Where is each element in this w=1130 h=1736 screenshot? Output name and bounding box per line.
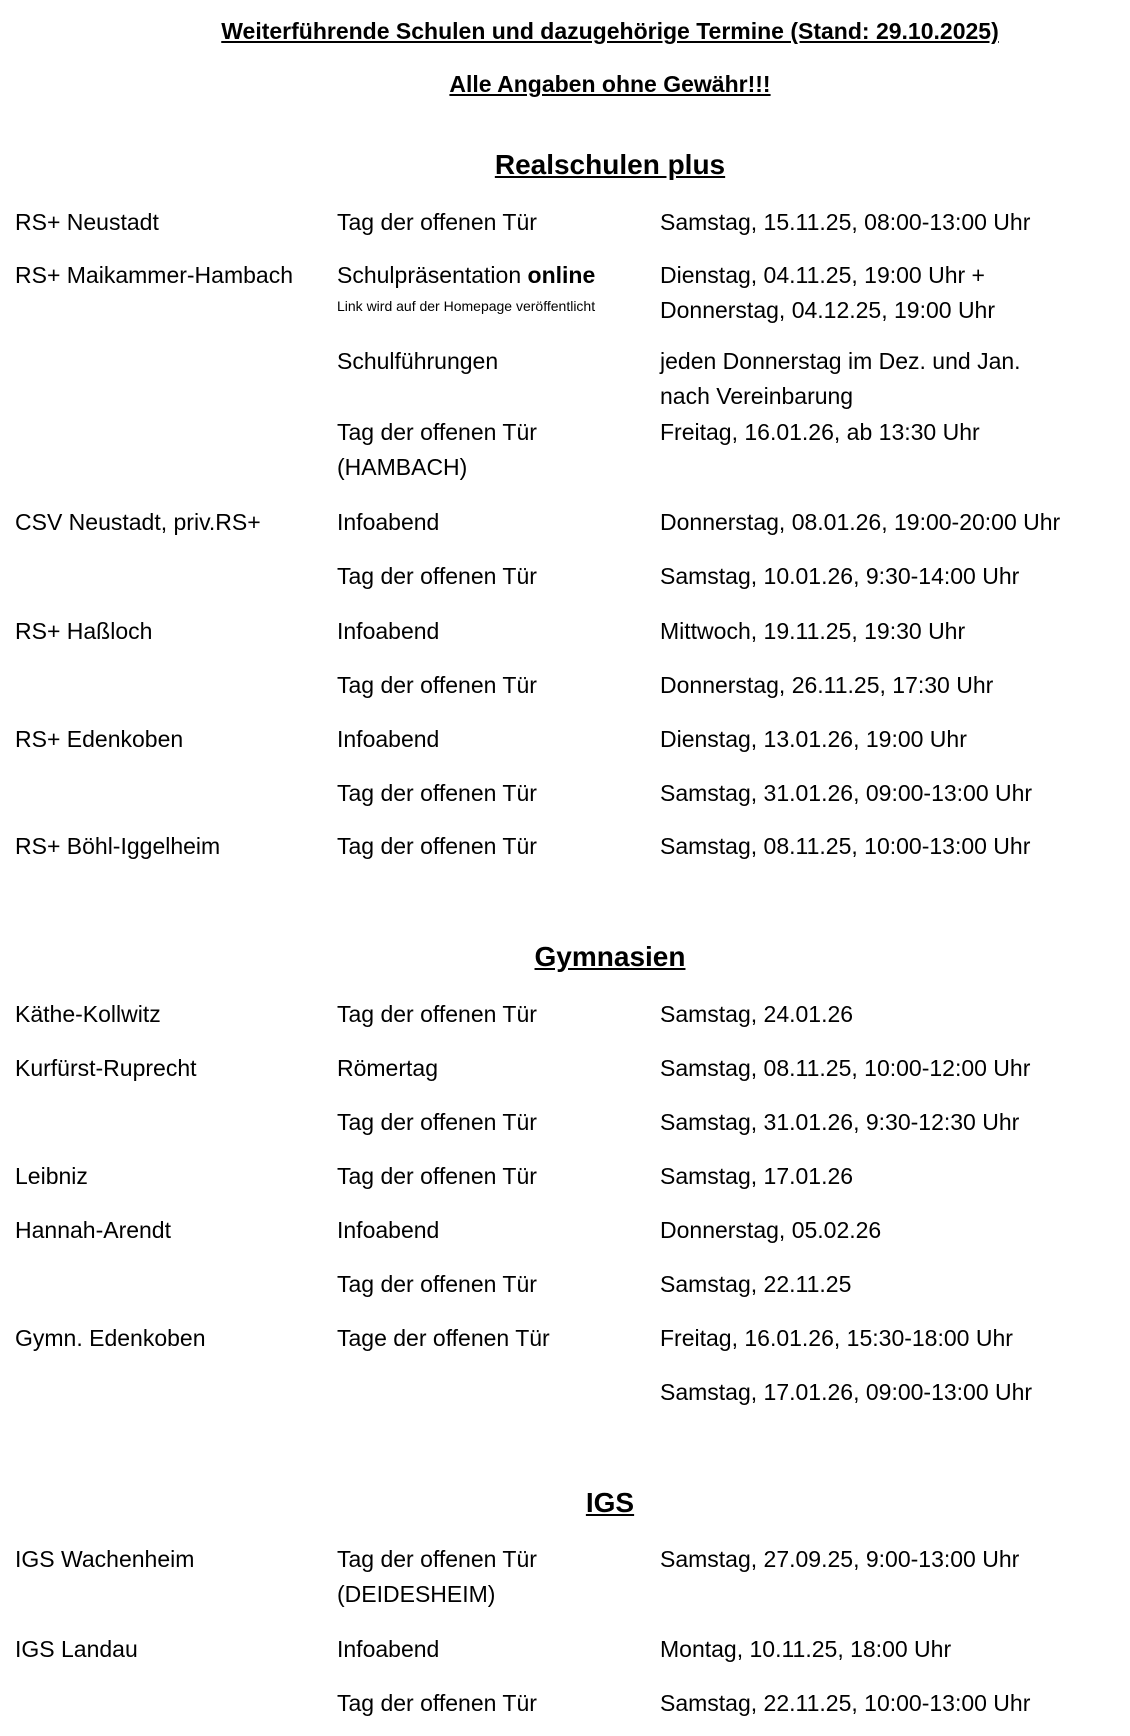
school-name: RS+ Haßloch	[15, 618, 153, 644]
event-type-text: Schulpräsentation	[337, 262, 522, 288]
event-type-line: Tag der offenen Tür	[337, 1546, 537, 1572]
school-name: RS+ Maikammer-Hambach	[15, 262, 293, 288]
event-type: Infoabend	[337, 1217, 440, 1243]
school-name: Leibniz	[15, 1163, 88, 1189]
event-type	[337, 258, 655, 317]
event-type: Tag der offenen Tür	[337, 1271, 537, 1297]
event-date: Freitag, 16.01.26, 15:30-18:00 Uhr	[660, 1325, 1013, 1351]
event-date: Mittwoch, 19.11.25, 19:30 Uhr	[660, 618, 966, 644]
school-name: RS+ Neustadt	[15, 209, 159, 235]
event-type: Tage der offenen Tür	[337, 1325, 550, 1351]
event-date: Montag, 10.11.25, 18:00 Uhr	[660, 1636, 952, 1662]
event-type	[337, 415, 655, 485]
event-type: Tag der offenen Tür	[337, 1001, 537, 1027]
event-type-line: Tag der offenen Tür	[337, 419, 537, 445]
school-name: Käthe-Kollwitz	[15, 1001, 161, 1027]
event-type	[337, 1542, 655, 1612]
event-type: Tag der offenen Tür	[337, 672, 537, 698]
event-date: Samstag, 24.01.26	[660, 1001, 854, 1027]
event-date: Samstag, 31.01.26, 09:00-13:00 Uhr	[660, 780, 1033, 806]
event-type: Tag der offenen Tür	[337, 1109, 537, 1135]
event-type: Schulführungen	[337, 348, 499, 374]
event-type: Infoabend	[337, 509, 440, 535]
event-type-line: (HAMBACH)	[337, 454, 468, 480]
event-date: Samstag, 10.01.26, 9:30-14:00 Uhr	[660, 563, 1020, 589]
school-name: IGS Wachenheim	[15, 1546, 195, 1572]
event-date-line: nach Vereinbarung	[660, 383, 854, 409]
event-date: Samstag, 22.11.25, 10:00-13:00 Uhr	[660, 1690, 1031, 1716]
school-name: Gymn. Edenkoben	[15, 1325, 206, 1351]
section-heading-realschulen: Realschulen plus	[494, 149, 726, 180]
event-date: Samstag, 22.11.25	[660, 1271, 852, 1297]
school-name: IGS Landau	[15, 1636, 138, 1662]
school-name: RS+ Böhl-Iggelheim	[15, 833, 221, 859]
event-date: Dienstag, 13.01.26, 19:00 Uhr	[660, 726, 967, 752]
event-date: Donnerstag, 26.11.25, 17:30 Uhr	[660, 672, 994, 698]
section-heading-gymnasien: Gymnasien	[534, 941, 686, 972]
event-date: Samstag, 08.11.25, 10:00-12:00 Uhr	[660, 1055, 1031, 1081]
event-date-line: jeden Donnerstag im Dez. und Jan.	[660, 348, 1021, 374]
event-date: Samstag, 27.09.25, 9:00-13:00 Uhr	[660, 1546, 1020, 1572]
school-name: Hannah-Arendt	[15, 1217, 171, 1243]
event-note: Link wird auf der Homepage veröffentlicht	[337, 298, 596, 314]
event-type: Infoabend	[337, 1636, 440, 1662]
event-type: Römertag	[337, 1055, 438, 1081]
event-date: Samstag, 17.01.26	[660, 1163, 854, 1189]
event-date: Donnerstag, 05.02.26	[660, 1217, 882, 1243]
event-date-line: Donnerstag, 04.12.25, 19:00 Uhr	[660, 297, 996, 323]
school-name: RS+ Edenkoben	[15, 726, 184, 752]
event-type: Tag der offenen Tür	[337, 833, 537, 859]
section-heading-igs: IGS	[585, 1487, 635, 1518]
event-date: Samstag, 08.11.25, 10:00-13:00 Uhr	[660, 833, 1031, 859]
disclaimer: Alle Angaben ohne Gewähr!!!	[449, 71, 771, 97]
event-type-online: online	[527, 262, 596, 288]
event-date: Freitag, 16.01.26, ab 13:30 Uhr	[660, 419, 980, 445]
event-type: Tag der offenen Tür	[337, 780, 537, 806]
event-date	[660, 344, 1120, 414]
document-title: Weiterführende Schulen und dazugehörige Termine (Stand: 29.10.2025)	[221, 18, 999, 44]
event-date	[660, 258, 1120, 328]
event-date: Samstag, 15.11.25, 08:00-13:00 Uhr	[660, 209, 1031, 235]
event-type-line: (DEIDESHEIM)	[337, 1581, 496, 1607]
event-type: Tag der offenen Tür	[337, 209, 537, 235]
school-name: CSV Neustadt, priv.RS+	[15, 509, 261, 535]
event-type: Tag der offenen Tür	[337, 1163, 537, 1189]
event-type: Tag der offenen Tür	[337, 1690, 537, 1716]
event-date-line: Dienstag, 04.11.25, 19:00 Uhr +	[660, 262, 985, 288]
school-name: Kurfürst-Ruprecht	[15, 1055, 197, 1081]
event-date: Donnerstag, 08.01.26, 19:00-20:00 Uhr	[660, 509, 1061, 535]
event-type: Tag der offenen Tür	[337, 563, 537, 589]
event-date: Samstag, 17.01.26, 09:00-13:00 Uhr	[660, 1379, 1033, 1405]
event-type: Infoabend	[337, 726, 440, 752]
event-type: Infoabend	[337, 618, 440, 644]
event-date: Samstag, 31.01.26, 9:30-12:30 Uhr	[660, 1109, 1020, 1135]
